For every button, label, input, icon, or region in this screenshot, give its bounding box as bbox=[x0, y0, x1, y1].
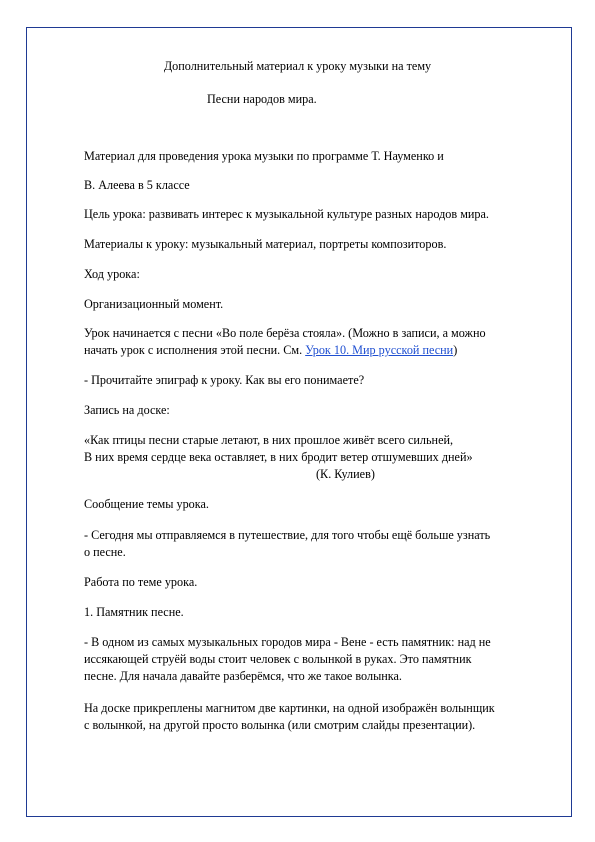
vienna-line-2: иссякающей струёй воды стоит человек с волынкой в руках. Это памятник bbox=[84, 652, 472, 666]
organizational-moment: Организационный момент. bbox=[84, 297, 224, 311]
epigraph-question: - Прочитайте эпиграф к уроку. Как вы его понимаете? bbox=[84, 373, 365, 387]
vienna-line-3: песне. Для начала давайте разберёмся, что же такое волынка. bbox=[84, 669, 402, 683]
lesson-10-link[interactable]: Урок 10. Мир русской песни bbox=[305, 343, 454, 357]
vienna-line-1: - В одном из самых музыкальных городов мира - Вене - есть памятник: над не bbox=[84, 635, 491, 649]
document-subtitle: Песни народов мира. bbox=[207, 92, 317, 106]
work-heading: Работа по теме урока. bbox=[84, 575, 198, 589]
lesson-start-line-2 bbox=[84, 342, 457, 358]
quote-author: (К. Кулиев) bbox=[316, 467, 375, 481]
lesson-goal: Цель урока: развивать интерес к музыкальной культуре разных народов мира. bbox=[84, 207, 489, 221]
lesson-start-closing: ) bbox=[453, 343, 458, 357]
lesson-course-heading: Ход урока: bbox=[84, 267, 140, 281]
page-border bbox=[26, 27, 572, 817]
intro-line-2: В. Алеева в 5 классе bbox=[84, 178, 190, 192]
document-title: Дополнительный материал к уроку музыки на тему bbox=[163, 59, 432, 73]
travel-line-1: - Сегодня мы отправляемся в путешествие, для того чтобы ещё больше узнать bbox=[84, 528, 491, 542]
lesson-topic: Сообщение темы урока. bbox=[84, 497, 209, 511]
lesson-materials: Материалы к уроку: музыкальный материал, портреты композиторов. bbox=[84, 237, 447, 251]
monument-heading: 1. Памятник песне. bbox=[84, 605, 184, 619]
lesson-start-text: начать урок с исполнения этой песни. См. bbox=[84, 343, 306, 357]
quote-line-2: В них время сердце века оставляет, в них бродит ветер отшумевших дней» bbox=[84, 450, 473, 464]
pictures-line-2: с волынкой, на другой просто волынка (или смотрим слайды презентации). bbox=[84, 718, 476, 732]
pictures-line-1: На доске прикреплены магнитом две картинки, на одной изображён волынщик bbox=[84, 701, 495, 715]
quote-line-1: «Как птицы песни старые летают, в них прошлое живёт всего сильней, bbox=[84, 433, 454, 447]
travel-line-2: о песне. bbox=[84, 545, 126, 559]
lesson-start-line-1: Урок начинается с песни «Во поле берёза стояла». (Можно в записи, а можно bbox=[84, 326, 486, 340]
board-record-heading: Запись на доске: bbox=[84, 403, 170, 417]
intro-line-1: Материал для проведения урока музыки по программе Т. Науменко и bbox=[84, 149, 444, 163]
